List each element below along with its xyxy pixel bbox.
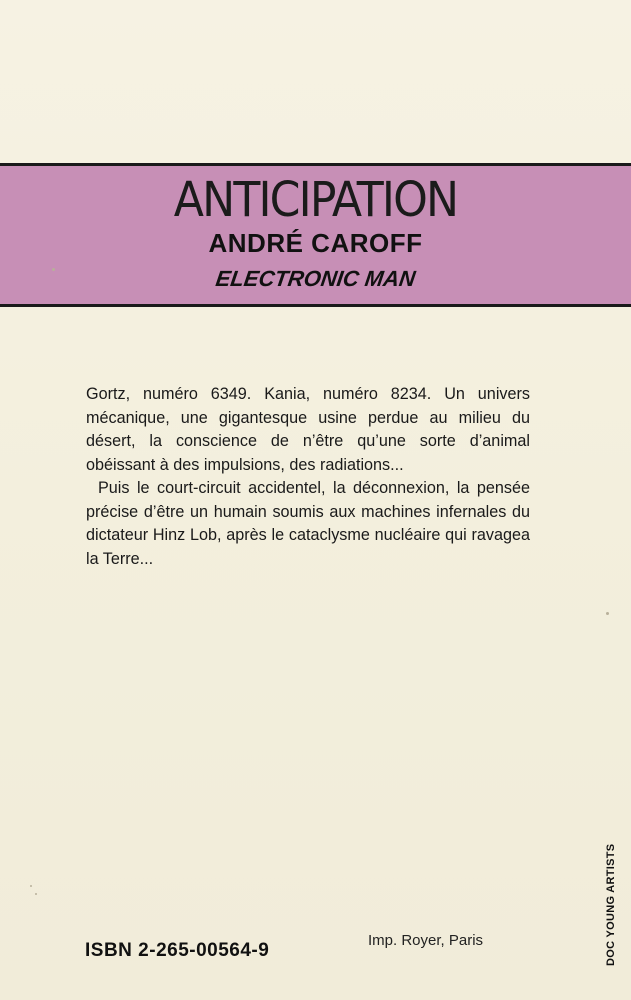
blurb-paragraph: Puis le court-circuit accidentel, la déconnexion, la pensée précise d’être un humain soumis aux machines infernales du dictateur Hinz Lob, après le cataclysme nucléaire qui ravagea la Terre... [86,479,530,568]
paper-speck [35,893,37,895]
author-name: ANDRÉ CAROFF [208,228,423,258]
paper-speck [52,268,55,271]
book-title: ELECTRONIC MAN [214,266,417,291]
series-name: ANTICIPATION [173,172,458,228]
blurb-paragraph: Gortz, numéro 6349. Kania, numéro 8234. Un univers mécanique, une gigantesque usine perdue au milieu du désert, la conscience de n’être qu’une sorte d’animal obéissant à des impulsions, des radiations... [86,385,530,474]
cover-artist-credit: DOC YOUNG ARTISTS [605,843,617,966]
blurb-text [86,383,530,571]
paper-speck [30,885,32,887]
isbn-number: ISBN 2-265-00564-9 [85,940,270,961]
title-band [0,163,631,307]
paper-speck [606,612,609,615]
printer-credit: Imp. Royer, Paris [368,932,484,949]
